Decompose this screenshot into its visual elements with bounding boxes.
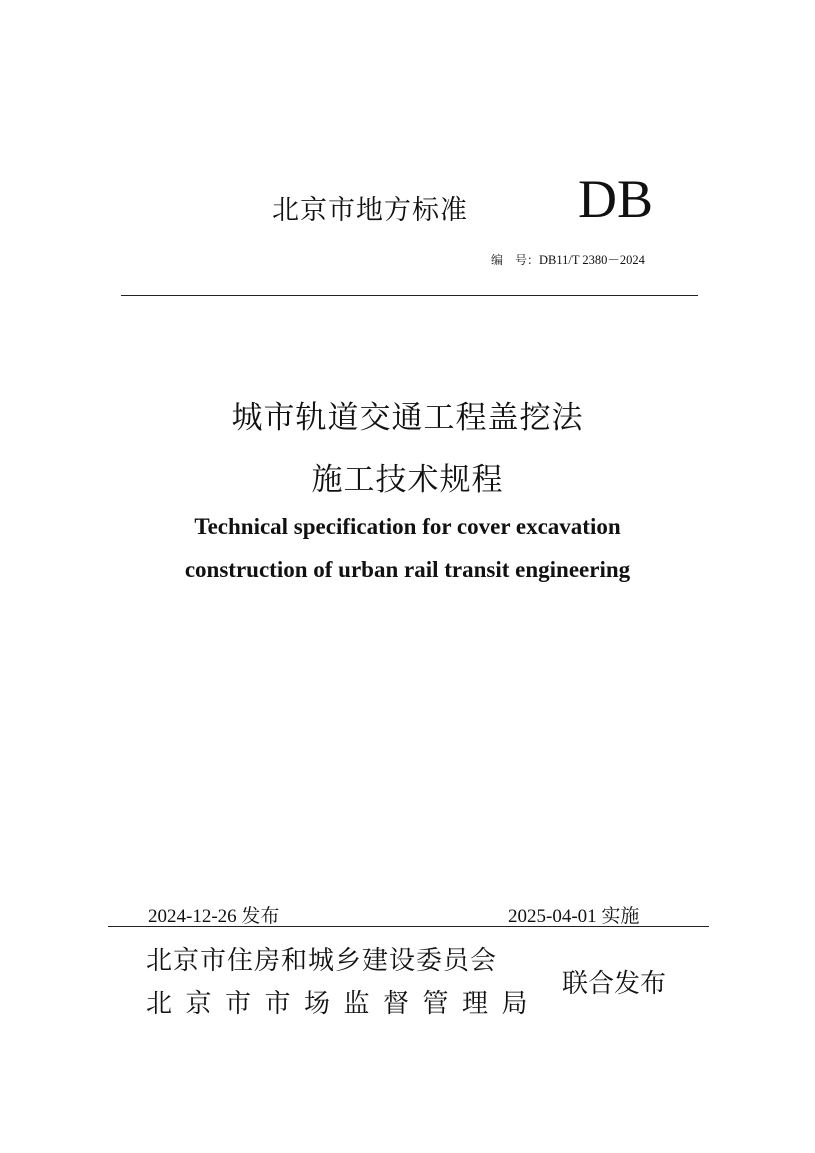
issue-date: 2024-12-26 发布	[148, 906, 280, 927]
standard-type-title: 北京市地方标准	[272, 195, 468, 226]
bottom-divider	[108, 926, 709, 927]
standard-number-value: DB11/T 2380－2024	[539, 253, 645, 267]
title-cn-line2: 施工技术规程	[311, 462, 504, 498]
title-en-line1: Technical specification for cover excavation	[194, 514, 621, 539]
issuer-line1: 北京市住房和城乡建设委员会	[146, 946, 498, 976]
top-divider	[121, 295, 698, 296]
standard-code-db: DB	[578, 169, 654, 229]
issuer-line2: 北京市市场监督管理局	[146, 989, 542, 1019]
standard-number	[491, 250, 645, 268]
standard-number-label: 编 号：	[491, 253, 540, 267]
joint-release-label: 联合发布	[562, 969, 667, 999]
implementation-date: 2025-04-01 实施	[508, 906, 640, 927]
title-en-line2: construction of urban rail transit engineering	[184, 557, 631, 582]
title-cn-line1: 城市轨道交通工程盖挖法	[231, 400, 584, 436]
